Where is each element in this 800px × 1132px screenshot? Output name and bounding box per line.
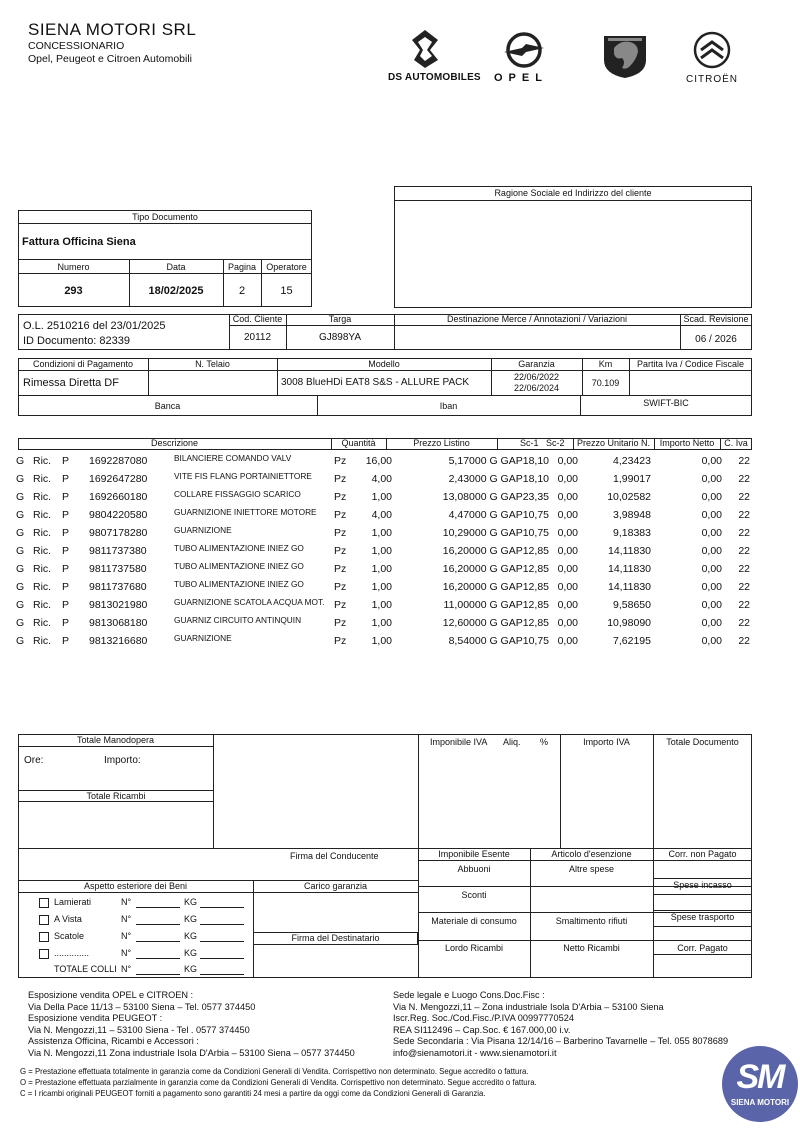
goods-checkbox[interactable]	[39, 932, 49, 942]
item-ric: Ric.	[33, 527, 52, 539]
item-net: 0,00	[701, 563, 722, 575]
item-description: TUBO ALIMENTAZIONE INIEZ GO	[174, 579, 304, 589]
document-type-label: Tipo Documento	[132, 212, 198, 222]
item-description: GUARNIZIONE	[174, 525, 232, 535]
targa-label: Targa	[328, 314, 352, 324]
spese-incasso-label: Spese incasso	[673, 880, 732, 890]
item-unit-price: 10,98090	[607, 617, 651, 629]
item-net: 0,00	[701, 455, 722, 467]
item-code: 1692660180	[89, 491, 148, 503]
modello: 3008 BlueHDi EAT8 S&S - ALLURE PACK	[281, 377, 470, 388]
item-g: G	[16, 527, 25, 539]
item-g: G	[16, 617, 25, 629]
item-iva: 22	[738, 473, 750, 485]
document-page: 2	[238, 285, 246, 297]
item-unit-price: 9,18383	[613, 527, 651, 539]
carico-garanzia-label: Carico garanzia	[303, 881, 368, 891]
item-ric: Ric.	[33, 581, 52, 593]
goods-n-label: N°	[121, 948, 132, 958]
item-ric: Ric.	[33, 509, 52, 521]
item-iva: 22	[738, 527, 750, 539]
item-iva: 22	[738, 581, 750, 593]
document-type: Fattura Officina Siena	[22, 236, 136, 248]
destinazione-label: Destinazione Merce / Annotazioni / Variazioni	[447, 314, 627, 324]
item-p: P	[62, 545, 70, 557]
citroen-logo-icon	[692, 30, 732, 70]
goods-checkbox[interactable]	[39, 915, 49, 925]
goods-kg-label: KG	[184, 948, 198, 958]
item-listino: 16,20000 G GAP12,85	[442, 545, 549, 557]
item-um: Pz	[334, 617, 347, 629]
materiale-consumo-label: Materiale di consumo	[431, 916, 517, 926]
dealer-type: CONCESSIONARIO	[28, 40, 125, 52]
item-listino: 16,20000 G GAP12,85	[442, 563, 549, 575]
item-unit-price: 10,02582	[607, 491, 651, 503]
item-sc2: 0,00	[557, 581, 578, 593]
item-unit-price: 14,11830	[607, 581, 651, 593]
item-description: VITE FIS FLANG PORTAINIETTORE	[174, 471, 312, 481]
item-unit-price: 7,62195	[613, 635, 651, 647]
item-iva: 22	[738, 455, 750, 467]
corr-non-pagato-label: Corr. non Pagato	[668, 849, 737, 859]
item-um: Pz	[334, 491, 347, 503]
item-listino: 4,47000 G GAP10,75	[448, 509, 549, 521]
totale-colli-kg: KG	[184, 964, 198, 974]
col-sc1: Sc-1	[520, 438, 539, 448]
cod-cliente-label: Cod. Cliente	[232, 314, 283, 324]
item-net: 0,00	[701, 599, 722, 611]
item-net: 0,00	[701, 581, 722, 593]
goods-n-label: N°	[121, 914, 132, 924]
item-code: 1692287080	[89, 455, 148, 467]
item-quantity: 1,00	[371, 581, 392, 593]
document-number: 293	[64, 285, 83, 297]
corr-pagato-label: Corr. Pagato	[677, 943, 728, 953]
goods-label: Lamierati	[54, 897, 92, 907]
firma-conducente-label: Firma del Conducente	[290, 851, 379, 861]
note-line: O = Prestazione effettuata parzialmente in garanzia come da Condizioni Generali di Vendita. Corrispettivo non determinato. Segue accredito o fattura.	[20, 1078, 537, 1087]
item-g: G	[16, 509, 25, 521]
item-sc2: 0,00	[557, 617, 578, 629]
item-quantity: 1,00	[371, 599, 392, 611]
item-p: P	[62, 599, 70, 611]
client-box-title: Ragione Sociale ed Indirizzo del cliente	[494, 188, 652, 198]
item-ric: Ric.	[33, 491, 52, 503]
item-quantity: 1,00	[371, 491, 392, 503]
item-p: P	[62, 509, 70, 521]
item-sc2: 0,00	[557, 599, 578, 611]
item-iva: 22	[738, 635, 750, 647]
item-net: 0,00	[701, 491, 722, 503]
item-ric: Ric.	[33, 599, 52, 611]
pagina-label: Pagina	[227, 262, 257, 272]
item-listino: 8,54000 G GAP10,75	[448, 635, 549, 647]
item-g: G	[16, 545, 25, 557]
col-importo-netto: Importo Netto	[659, 438, 715, 448]
item-sc2: 0,00	[557, 455, 578, 467]
item-net: 0,00	[701, 635, 722, 647]
item-code: 9807178280	[89, 527, 148, 539]
footer-right-line: Sede legale e Luogo Cons.Doc.Fisc :	[393, 990, 545, 1000]
imponibile-iva-label: Imponibile IVA	[430, 737, 488, 747]
item-net: 0,00	[701, 509, 722, 521]
item-code: 9811737580	[89, 563, 147, 575]
altre-spese-label: Altre spese	[568, 864, 615, 874]
item-um: Pz	[334, 455, 347, 467]
goods-label: ..............	[54, 948, 90, 958]
item-unit-price: 3,98948	[613, 509, 651, 521]
item-sc2: 0,00	[557, 563, 578, 575]
goods-n-label: N°	[121, 897, 132, 907]
item-p: P	[62, 563, 70, 575]
km: 70.109	[591, 378, 620, 388]
cod-cliente: 20112	[243, 332, 272, 343]
percent-label: %	[540, 737, 549, 747]
item-ric: Ric.	[33, 617, 52, 629]
item-description: TUBO ALIMENTAZIONE INIEZ GO	[174, 543, 304, 553]
totale-documento-label: Totale Documento	[666, 737, 739, 747]
order-id-document: ID Documento: 82339	[23, 335, 131, 347]
footer-left-line: Esposizione vendita OPEL e CITROEN :	[28, 990, 194, 1000]
item-quantity: 16,00	[365, 455, 392, 467]
badge-name: SIENA MOTORI	[730, 1098, 790, 1107]
item-net: 0,00	[701, 617, 722, 629]
peugeot-logo-icon	[600, 30, 650, 80]
goods-checkbox[interactable]	[39, 949, 49, 959]
item-g: G	[16, 635, 25, 647]
document-operator: 15	[280, 285, 293, 297]
footer-left-line: Via Della Pace 11/13 – 53100 Siena – Tel. 0577 374450	[28, 1001, 256, 1012]
footer-left-line: Via N. Mengozzi,11 Zona industriale Isola D'Arbia – 53100 Siena – 0577 374450	[28, 1047, 355, 1058]
item-quantity: 1,00	[371, 563, 392, 575]
item-net: 0,00	[701, 545, 722, 557]
footer-right-line: REA SI112496 – Cap.Soc. € 167.000,00 i.v.	[393, 1024, 571, 1035]
totale-colli-n: N°	[121, 964, 132, 974]
operatore-label: Operatore	[266, 262, 307, 272]
item-g: G	[16, 455, 25, 467]
col-prezzo-listino: Prezzo Listino	[413, 438, 470, 448]
item-g: G	[16, 581, 25, 593]
telaio-label: N. Telaio	[195, 359, 230, 369]
item-um: Pz	[334, 599, 347, 611]
item-listino: 11,00000 G GAP12,85	[443, 599, 549, 611]
aliq-label: Aliq.	[503, 737, 521, 747]
condizioni-label: Condizioni di Pagamento	[32, 359, 134, 369]
goods-label: Scatole	[54, 931, 85, 941]
item-unit-price: 1,99017	[613, 473, 651, 485]
item-net: 0,00	[701, 473, 722, 485]
footer-right-line: Via N. Mengozzi,11 – Zona industriale Isola D'Arbia – 53100 Siena	[393, 1001, 664, 1012]
item-g: G	[16, 563, 25, 575]
citroen-logo-label: CITROËN	[686, 74, 738, 85]
item-code: 9813021980	[89, 599, 148, 611]
col-descrizione: Descrizione	[150, 438, 199, 448]
order-ol: O.L. 2510216 del 23/01/2025	[23, 320, 166, 332]
item-listino: 2,43000 G GAP18,10	[448, 473, 549, 485]
smaltimento-rifiuti-label: Smaltimento rifiuti	[555, 916, 628, 926]
item-iva: 22	[738, 491, 750, 503]
dealer-brands: Opel, Peugeot e Citroen Automobili	[28, 53, 193, 65]
item-quantity: 1,00	[371, 617, 392, 629]
targa: GJ898YA	[318, 332, 362, 343]
item-description: BILANCIERE COMANDO VALV	[174, 453, 292, 463]
spese-trasporto-label: Spese trasporto	[670, 912, 735, 922]
siena-motori-badge-icon	[722, 1046, 798, 1122]
note-line: C = I ricambi originali PEUGEOT forniti a pagamento sono garantiti 24 mesi a partire da oggi come da Condizioni Generali di Garanzia.	[20, 1089, 486, 1098]
item-p: P	[62, 473, 70, 485]
note-line: G = Prestazione effettuata totalmente in garanzia come da Condizioni Generali di Vendita. Corrispettivo non determinato. Segue accredito o fattura.	[20, 1067, 529, 1076]
item-ric: Ric.	[33, 635, 52, 647]
item-listino: 5,17000 G GAP18,10	[448, 455, 549, 467]
aspetto-beni-label: Aspetto esteriore dei Beni	[83, 881, 188, 891]
garanzia-start: 22/06/2022	[513, 372, 560, 382]
modello-label: Modello	[368, 359, 400, 369]
item-listino: 16,20000 G GAP12,85	[442, 581, 549, 593]
item-iva: 22	[738, 617, 750, 629]
item-quantity: 4,00	[371, 473, 392, 485]
scad-revisione: 06 / 2026	[695, 334, 737, 345]
imponibile-esente-label: Imponibile Esente	[438, 849, 510, 859]
firma-destinatario-label: Firma del Destinatario	[291, 933, 380, 943]
km-label: Km	[598, 359, 613, 369]
swift-label: SWIFT-BIC	[643, 398, 689, 408]
goods-label: A Vista	[54, 914, 82, 924]
item-code: 1692647280	[89, 473, 148, 485]
item-description: GUARNIZ CIRCUITO ANTINQUIN	[174, 615, 302, 625]
footer-right-line: Iscr.Reg. Soc./Cod.Fisc./P.IVA 00997770524	[393, 1013, 574, 1023]
notes	[20, 1066, 537, 1099]
item-sc2: 0,00	[557, 635, 578, 647]
totale-ricambi-label: Totale Ricambi	[86, 791, 146, 801]
item-g: G	[16, 491, 25, 503]
garanzia-label: Garanzia	[518, 359, 555, 369]
item-description: COLLARE FISSAGGIO SCARICO	[174, 489, 301, 499]
item-sc2: 0,00	[557, 509, 578, 521]
item-quantity: 1,00	[371, 527, 392, 539]
col-iva: C. Iva	[724, 438, 748, 448]
item-code: 9813216680	[89, 635, 148, 647]
item-quantity: 1,00	[371, 545, 392, 557]
item-um: Pz	[334, 581, 347, 593]
goods-kg-label: KG	[184, 931, 198, 941]
item-listino: 10,29000 G GAP10,75	[442, 527, 549, 539]
item-ric: Ric.	[33, 545, 52, 557]
item-p: P	[62, 635, 70, 647]
footer-right-line: info@sienamotori.it - www.sienamotori.it	[393, 1047, 557, 1058]
item-sc2: 0,00	[557, 545, 578, 557]
item-p: P	[62, 617, 70, 629]
item-code: 9811737380	[89, 545, 147, 557]
totale-manodopera-label: Totale Manodopera	[76, 735, 155, 745]
iban-label: Iban	[439, 401, 458, 411]
footer-left-line: Esposizione vendita PEUGEOT :	[28, 1013, 163, 1023]
item-sc2: 0,00	[557, 491, 578, 503]
opel-logo-icon	[502, 30, 546, 70]
banca-label: Banca	[154, 401, 181, 411]
badge-initials: SM	[736, 1058, 784, 1096]
item-description: GUARNIZIONE	[174, 633, 232, 643]
item-p: P	[62, 491, 70, 503]
importo-label: Importo:	[104, 755, 141, 766]
item-sc2: 0,00	[557, 473, 578, 485]
item-description: TUBO ALIMENTAZIONE INIEZ GO	[174, 561, 304, 571]
footer-left-line: Via N. Mengozzi,11 – 53100 Siena - Tel . 0577 374450	[28, 1024, 250, 1035]
item-iva: 22	[738, 599, 750, 611]
item-listino: 13,08000 G GAP23,35	[442, 491, 549, 503]
item-unit-price: 4,23423	[613, 455, 651, 467]
item-um: Pz	[334, 545, 347, 557]
articolo-esenzione-label: Articolo d'esenzione	[551, 849, 632, 859]
item-um: Pz	[334, 635, 347, 647]
abbuoni-label: Abbuoni	[457, 864, 491, 874]
data-label: Data	[166, 262, 186, 272]
numero-label: Numero	[57, 262, 90, 272]
dealer-name: SIENA MOTORI SRL	[28, 20, 197, 39]
item-iva: 22	[738, 545, 750, 557]
garanzia-end: 22/06/2024	[513, 383, 560, 393]
item-sc2: 0,00	[557, 527, 578, 539]
item-g: G	[16, 599, 25, 611]
item-listino: 12,60000 G GAP12,85	[442, 617, 549, 629]
goods-checkbox[interactable]	[39, 898, 49, 908]
item-um: Pz	[334, 473, 347, 485]
item-description: GUARNIZIONE SCATOLA ACQUA MOT.	[174, 597, 325, 607]
item-quantity: 1,00	[371, 635, 392, 647]
col-prezzo-unitario: Prezzo Unitario N.	[576, 438, 651, 448]
footer-left	[28, 990, 355, 1059]
lordo-ricambi-label: Lordo Ricambi	[444, 943, 504, 953]
col-quantita: Quantità	[341, 438, 376, 448]
footer-right	[393, 990, 728, 1059]
opel-logo-label: OPEL	[494, 72, 548, 84]
item-ric: Ric.	[33, 473, 52, 485]
item-ric: Ric.	[33, 563, 52, 575]
goods-n-label: N°	[121, 931, 132, 941]
totale-colli-label: TOTALE COLLI	[54, 964, 117, 974]
item-p: P	[62, 581, 70, 593]
item-um: Pz	[334, 563, 347, 575]
goods-kg-label: KG	[184, 897, 198, 907]
item-ric: Ric.	[33, 455, 52, 467]
item-p: P	[62, 527, 70, 539]
netto-ricambi-label: Netto Ricambi	[563, 943, 620, 953]
scad-revisione-label: Scad. Revisione	[683, 314, 749, 324]
sconti-label: Sconti	[461, 890, 487, 900]
item-unit-price: 14,11830	[607, 563, 651, 575]
item-iva: 22	[738, 563, 750, 575]
condizioni-pagamento: Rimessa Diretta DF	[23, 377, 119, 389]
item-code: 9811737680	[89, 581, 147, 593]
footer-left-line: Assistenza Officina, Ricambi e Accessori :	[28, 1036, 199, 1046]
item-iva: 22	[738, 509, 750, 521]
ds-logo-label: DS AUTOMOBILES	[388, 72, 481, 83]
item-p: P	[62, 455, 70, 467]
item-g: G	[16, 473, 25, 485]
document-date: 18/02/2025	[148, 285, 204, 297]
ore-label: Ore:	[24, 755, 44, 766]
item-code: 9813068180	[89, 617, 148, 629]
importo-iva-label: Importo IVA	[583, 737, 630, 747]
item-unit-price: 14,11830	[607, 545, 651, 557]
item-code: 9804220580	[89, 509, 148, 521]
item-description: GUARNIZIONE INIETTORE MOTORE	[174, 507, 317, 517]
item-unit-price: 9,58650	[613, 599, 651, 611]
item-net: 0,00	[701, 527, 722, 539]
footer-right-line: Sede Secondaria : Via Pisana 12/14/16 – Barberino Tavarnelle – Tel. 055 8078689	[393, 1036, 729, 1046]
item-um: Pz	[334, 527, 347, 539]
item-um: Pz	[334, 509, 347, 521]
item-quantity: 4,00	[371, 509, 392, 521]
ds-logo-icon	[408, 28, 442, 70]
client-box	[394, 186, 752, 308]
piva-label: Partita Iva / Codice Fiscale	[636, 359, 745, 369]
goods-kg-label: KG	[184, 914, 198, 924]
col-sc2: Sc-2	[546, 438, 565, 448]
